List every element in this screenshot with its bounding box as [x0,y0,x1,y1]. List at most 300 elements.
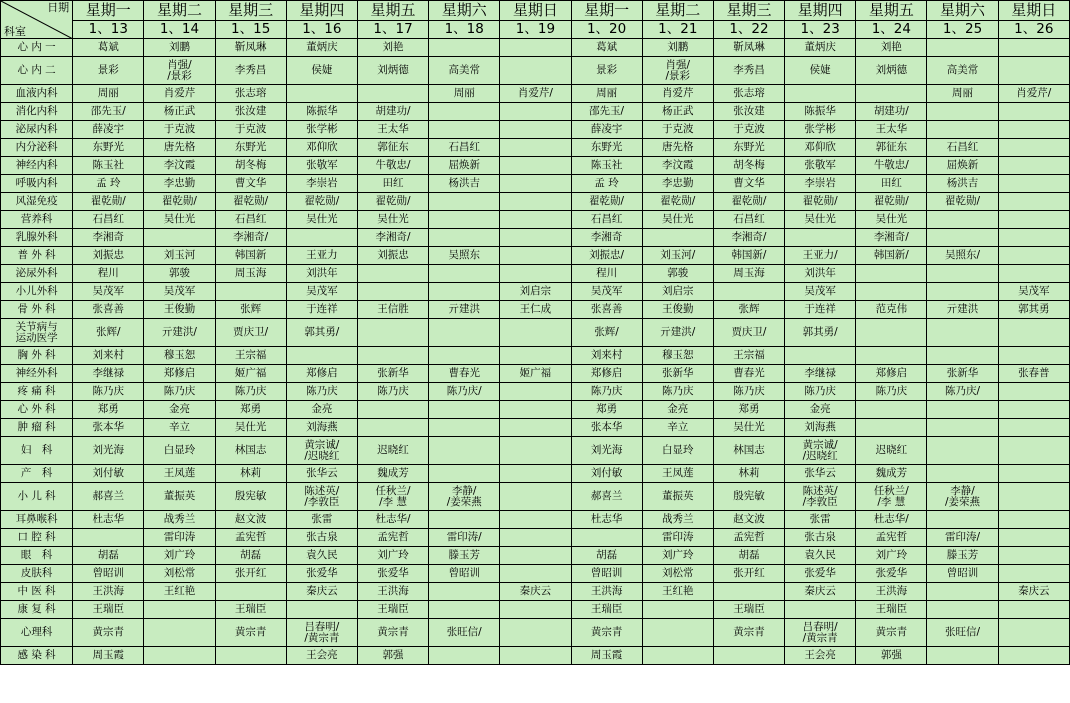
date-header: 1、16 [286,21,357,39]
department-name: 心理科 [1,619,73,647]
duty-cell: 高美常 [429,57,500,85]
duty-cell: 赵文波 [713,511,784,529]
duty-cell: 吴仕光 [856,211,927,229]
duty-cell: 郑勇 [215,401,286,419]
duty-cell: 郭征东 [856,139,927,157]
duty-cell: 陈乃庆/ [927,383,998,401]
duty-cell: 葛斌 [73,39,144,57]
duty-cell [500,193,571,211]
duty-cell: 李崇岩 [286,175,357,193]
duty-cell [998,419,1069,437]
duty-cell: 刘广玲 [642,547,713,565]
duty-cell: 董振英 [642,483,713,511]
duty-cell: 刘广玲 [856,547,927,565]
duty-cell [429,465,500,483]
duty-cell: 胡磊 [571,547,642,565]
table-row [1,175,1070,193]
duty-cell: 王会亮 [785,647,856,665]
duty-cell: 郑修启 [571,365,642,383]
duty-cell: 周丽 [429,85,500,103]
duty-cell [215,283,286,301]
duty-cell: 张学彬 [286,121,357,139]
duty-cell [357,419,428,437]
weekday-header: 星期五 [357,1,428,21]
duty-cell [642,619,713,647]
duty-cell: 殷宪敏 [215,483,286,511]
date-header: 1、14 [144,21,215,39]
duty-cell: 石昌红 [429,139,500,157]
department-name: 心 内 一 [1,39,73,57]
department-name: 心 内 二 [1,57,73,85]
table-row [1,619,1070,647]
duty-cell: 刘艳 [357,39,428,57]
date-header: 1、19 [500,21,571,39]
duty-cell: 杨洪吉 [429,175,500,193]
duty-cell: 李继禄 [785,365,856,383]
duty-cell: 黄宗青 [856,619,927,647]
duty-cell [998,565,1069,583]
duty-cell [429,283,500,301]
table-row [1,193,1070,211]
duty-cell: 吴茂军 [785,283,856,301]
duty-cell: 田红 [357,175,428,193]
duty-cell: 张开红 [215,565,286,583]
duty-cell: 靳凤琳 [713,39,784,57]
duty-cell: 肖爱芹/ [998,85,1069,103]
duty-cell: 曾昭训 [429,565,500,583]
duty-cell: 周玉霞 [571,647,642,665]
duty-cell [500,437,571,465]
duty-cell [998,437,1069,465]
duty-cell: 胡冬梅 [713,157,784,175]
duty-cell: 刘松常 [144,565,215,583]
duty-cell [429,647,500,665]
duty-cell: 薛凌宇 [571,121,642,139]
duty-cell [500,647,571,665]
duty-cell: 李忠勤 [144,175,215,193]
roster-body [1,1,1070,665]
duty-cell: 王仁成 [500,301,571,319]
duty-cell [927,283,998,301]
duty-cell: 刘付敏 [73,465,144,483]
table-row [1,157,1070,175]
duty-cell [429,437,500,465]
duty-cell [500,57,571,85]
duty-cell: 刘付敏 [571,465,642,483]
duty-cell: 李秀昌 [713,57,784,85]
duty-cell [856,265,927,283]
duty-cell: 迟晓红 [357,437,428,465]
duty-cell: 李湘奇/ [357,229,428,247]
duty-cell: 张开红 [713,565,784,583]
table-row [1,583,1070,601]
duty-cell: 张古泉 [286,529,357,547]
table-row [1,85,1070,103]
duty-cell: 翟乾勋/ [927,193,998,211]
duty-cell [144,619,215,647]
duty-cell: 辛立 [144,419,215,437]
duty-cell: 刘玉河 [144,247,215,265]
duty-cell: 景彩 [73,57,144,85]
duty-cell: 张春普 [998,365,1069,383]
duty-cell: 秦庆云 [286,583,357,601]
duty-cell [500,565,571,583]
duty-cell: 郑修启 [144,365,215,383]
duty-cell: 郭强 [357,647,428,665]
duty-cell [927,121,998,139]
duty-cell: 刘启宗 [642,283,713,301]
duty-cell: 张汝建 [713,103,784,121]
duty-cell: 张敬军 [286,157,357,175]
duty-cell [713,283,784,301]
duty-cell [998,401,1069,419]
duty-cell: 曾昭训 [571,565,642,583]
duty-cell: 王洪海 [571,583,642,601]
duty-cell [998,619,1069,647]
duty-cell: 于克波 [642,121,713,139]
duty-cell: 亓建洪/ [642,319,713,347]
duty-cell [998,547,1069,565]
duty-cell: 东野光 [215,139,286,157]
duty-cell: 吴仕光 [144,211,215,229]
duty-cell: 郑勇 [713,401,784,419]
duty-cell: 于连祥 [785,301,856,319]
duty-cell [429,319,500,347]
duty-cell: 张辉 [713,301,784,319]
duty-cell [856,419,927,437]
duty-cell: 张爱华 [785,565,856,583]
duty-cell [500,265,571,283]
table-row [1,347,1070,365]
duty-cell [927,647,998,665]
duty-cell [785,347,856,365]
duty-cell: 董炳庆 [286,39,357,57]
department-name: 耳鼻喉科 [1,511,73,529]
duty-cell [998,247,1069,265]
duty-cell: 东野光 [571,139,642,157]
duty-cell: 雷印涛 [642,529,713,547]
duty-cell: 刘光海 [571,437,642,465]
weekday-header: 星期六 [927,1,998,21]
weekday-header: 星期一 [73,1,144,21]
duty-cell: 翟乾勋/ [144,193,215,211]
duty-cell: 石昌红 [73,211,144,229]
duty-cell [785,229,856,247]
duty-cell [500,319,571,347]
weekday-header: 星期二 [144,1,215,21]
duty-cell: 邵先玉/ [571,103,642,121]
duty-cell: 郝喜兰 [571,483,642,511]
department-name: 神经外科 [1,365,73,383]
duty-cell: 刘海燕 [286,419,357,437]
duty-cell: 翟乾勋/ [785,193,856,211]
duty-cell: 胡磊 [73,547,144,565]
duty-cell: 郝喜兰 [73,483,144,511]
table-row [1,57,1070,85]
duty-cell: 张喜善 [571,301,642,319]
duty-cell: 侯婕 [286,57,357,85]
duty-cell: 杨洪吉 [927,175,998,193]
duty-cell: 赵文波 [215,511,286,529]
duty-cell [286,601,357,619]
duty-cell [73,529,144,547]
duty-cell: 王红艳 [642,583,713,601]
duty-cell [998,57,1069,85]
date-header: 1、18 [429,21,500,39]
duty-cell [500,601,571,619]
duty-cell: 王瑞臣 [215,601,286,619]
duty-cell: 刘海燕 [785,419,856,437]
duty-cell: 李继禄 [73,365,144,383]
duty-cell: 王凤莲 [642,465,713,483]
table-row [1,283,1070,301]
duty-cell: 魏成芳 [856,465,927,483]
duty-cell: 屈焕新 [927,157,998,175]
duty-cell: 翟乾勋/ [856,193,927,211]
table-row [1,511,1070,529]
duty-cell [215,647,286,665]
department-name: 产 科 [1,465,73,483]
department-name: 内分泌科 [1,139,73,157]
duty-cell: 金亮 [642,401,713,419]
department-name: 消化内科 [1,103,73,121]
table-row [1,121,1070,139]
department-name: 呼吸内科 [1,175,73,193]
duty-cell: 陈振华 [286,103,357,121]
duty-cell: 张志瑢 [215,85,286,103]
duty-cell: 王信胜 [357,301,428,319]
duty-cell: 东野光 [713,139,784,157]
duty-cell: 吴仕光 [286,211,357,229]
weekday-row [1,1,1070,21]
duty-cell: 雷印涛/ [429,529,500,547]
duty-cell: 郭骏 [642,265,713,283]
duty-cell [429,511,500,529]
department-name: 风湿免疫 [1,193,73,211]
duty-cell: 贾庆卫/ [215,319,286,347]
date-header: 1、24 [856,21,927,39]
duty-cell: 刘振忠 [73,247,144,265]
duty-cell: 穆玉恕 [642,347,713,365]
department-axis-label: 科室 [4,25,26,38]
duty-cell: 田红 [856,175,927,193]
duty-cell: 肖爱芹 [642,85,713,103]
duty-cell: 周丽 [73,85,144,103]
duty-cell: 翟乾勋/ [713,193,784,211]
duty-cell [429,39,500,57]
weekday-header: 星期二 [642,1,713,21]
duty-cell [998,157,1069,175]
duty-cell [998,529,1069,547]
duty-cell: 李崇岩 [785,175,856,193]
duty-cell [927,211,998,229]
duty-cell: 郑修启 [286,365,357,383]
table-row [1,103,1070,121]
duty-cell: 韩国新/ [856,247,927,265]
duty-cell [998,139,1069,157]
date-row [1,21,1070,39]
duty-cell: 张爱华 [357,565,428,583]
duty-cell: 战秀兰 [144,511,215,529]
duty-cell [927,39,998,57]
duty-cell: 刘鹏 [642,39,713,57]
department-name: 小儿外科 [1,283,73,301]
weekday-header: 星期四 [286,1,357,21]
duty-cell [500,465,571,483]
duty-cell: 高美常 [927,57,998,85]
duty-cell [429,265,500,283]
duty-cell: 曹春光 [429,365,500,383]
duty-cell: 张旺信/ [927,619,998,647]
duty-cell [500,383,571,401]
date-header: 1、23 [785,21,856,39]
duty-cell: 王洪海 [73,583,144,601]
duty-cell [429,211,500,229]
duty-cell: 王宗福 [713,347,784,365]
duty-cell [357,401,428,419]
duty-cell [998,483,1069,511]
duty-cell: 曾昭训 [927,565,998,583]
duty-cell: 邓仰欣 [286,139,357,157]
table-row [1,647,1070,665]
duty-cell: 陈乃庆 [357,383,428,401]
duty-cell [927,103,998,121]
duty-cell: 李静/ /姜荣燕 [429,483,500,511]
duty-cell: 张辉 [215,301,286,319]
duty-cell: 翟乾勋/ [571,193,642,211]
duty-cell: 黄宗青 [713,619,784,647]
duty-cell: 郑勇 [571,401,642,419]
duty-cell: 刘广玲 [144,547,215,565]
duty-cell: 张爱华 [856,565,927,583]
table-row [1,39,1070,57]
duty-cell [998,103,1069,121]
duty-cell: 刘洪年 [286,265,357,283]
duty-cell [927,465,998,483]
duty-cell: 郭其勇/ [785,319,856,347]
duty-cell: 杜志华 [571,511,642,529]
duty-cell [144,229,215,247]
duty-cell: 张敬军 [785,157,856,175]
duty-cell: 张雷 [785,511,856,529]
duty-cell: 秦庆云 [785,583,856,601]
duty-cell [998,511,1069,529]
date-header: 1、15 [215,21,286,39]
duty-cell: 孟宪哲 [215,529,286,547]
duty-cell: 范克伟 [856,301,927,319]
duty-cell: 王瑞臣 [713,601,784,619]
duty-cell: 翟乾勋/ [286,193,357,211]
duty-cell: 李秀昌 [215,57,286,85]
department-name: 泌尿外科 [1,265,73,283]
duty-cell: 黄宗诚/ /迟晓红 [286,437,357,465]
weekday-header: 星期三 [215,1,286,21]
duty-cell: 牛敬忠/ [357,157,428,175]
duty-cell [927,265,998,283]
duty-cell: 董振英 [144,483,215,511]
duty-cell [500,211,571,229]
duty-cell: 程川 [571,265,642,283]
table-row [1,401,1070,419]
duty-cell: 林国志 [215,437,286,465]
duty-cell [642,601,713,619]
duty-cell: 秦庆云 [998,583,1069,601]
date-header: 1、13 [73,21,144,39]
duty-cell [998,319,1069,347]
duty-cell [998,383,1069,401]
duty-cell: 王瑞臣 [571,601,642,619]
table-row [1,211,1070,229]
duty-cell: 李湘奇 [73,229,144,247]
duty-cell [927,319,998,347]
duty-cell [998,465,1069,483]
duty-cell [429,401,500,419]
table-row [1,365,1070,383]
duty-cell: 翟乾勋/ [357,193,428,211]
department-name: 营养科 [1,211,73,229]
duty-cell: 刘广玲 [357,547,428,565]
duty-cell: 王太华 [357,121,428,139]
duty-cell: 姬广福 [500,365,571,383]
duty-cell: 刘洪年 [785,265,856,283]
duty-cell: 白显玲 [642,437,713,465]
duty-cell: 孟 玲 [571,175,642,193]
duty-cell: 王瑞臣 [856,601,927,619]
department-name: 感 染 科 [1,647,73,665]
table-row [1,229,1070,247]
table-row [1,483,1070,511]
duty-cell: 殷宪敏 [713,483,784,511]
duty-cell: 陈乃庆 [73,383,144,401]
duty-cell: 肖强/ /景彩 [144,57,215,85]
date-axis-label: 日期 [47,1,70,14]
duty-cell [500,547,571,565]
department-name: 疼 痛 科 [1,383,73,401]
duty-cell: 胡磊 [713,547,784,565]
department-name: 泌尿内科 [1,121,73,139]
duty-cell: 肖爱芹/ [500,85,571,103]
duty-cell [429,583,500,601]
table-row [1,547,1070,565]
duty-cell [500,619,571,647]
duty-cell: 王瑞臣 [357,601,428,619]
duty-cell [429,193,500,211]
duty-cell [856,283,927,301]
duty-cell: 辛立 [642,419,713,437]
duty-cell: 陈振华 [785,103,856,121]
duty-cell: 邓仰欣 [785,139,856,157]
duty-cell: 刘鹏 [144,39,215,57]
duty-cell: 刘松常 [642,565,713,583]
duty-cell: 吴照东/ [927,247,998,265]
duty-cell: 吴茂军 [286,283,357,301]
duty-cell: 邵先玉/ [73,103,144,121]
duty-cell: 张华云 [785,465,856,483]
date-header: 1、20 [571,21,642,39]
duty-cell [500,157,571,175]
duty-cell: 张志瑢 [713,85,784,103]
weekday-header: 星期日 [500,1,571,21]
duty-cell: 陈述英/ /李敦臣 [785,483,856,511]
duty-cell: 杜志华/ [357,511,428,529]
duty-cell [927,511,998,529]
duty-cell: 翟乾勋/ [215,193,286,211]
duty-cell [429,419,500,437]
duty-cell: 陈述英/ /李敦臣 [286,483,357,511]
duty-cell: 张爱华 [286,565,357,583]
duty-cell [286,85,357,103]
duty-cell: 林国志 [713,437,784,465]
